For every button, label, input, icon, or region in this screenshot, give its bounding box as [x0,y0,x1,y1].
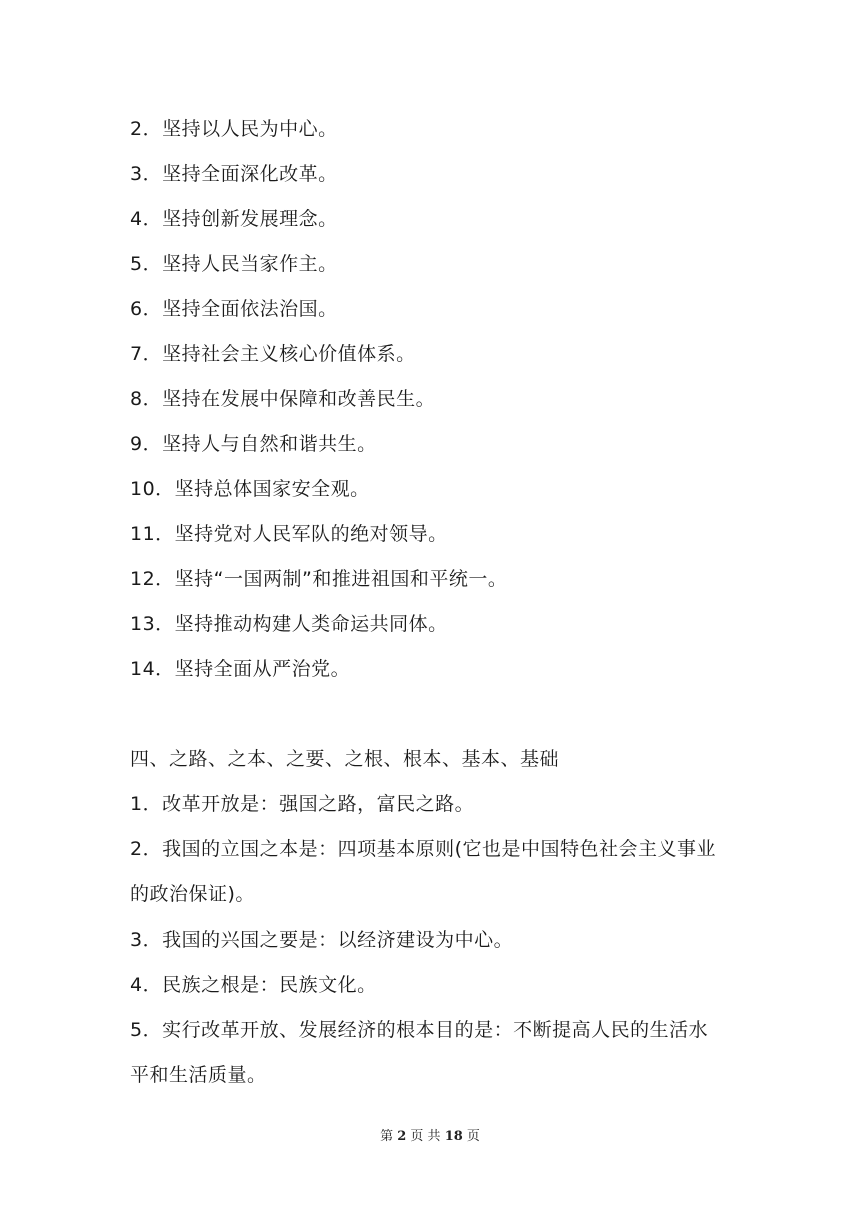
list-item: 1．改革开放是：强国之路，富民之路。 [130,793,475,815]
current-page-number: 2 [397,1129,407,1144]
footer-middle: 页 共 [410,1129,441,1144]
list-item: 5．坚持人民当家作主。 [130,253,338,275]
list-item: 10．坚持总体国家安全观。 [130,478,370,500]
footer-prefix: 第 [380,1129,394,1144]
list-item-continuation: 的政治保证)。 [130,883,255,905]
list-item: 12．坚持“一国两制”和推进祖国和平统一。 [130,568,508,590]
list-item: 5．实行改革开放、发展经济的根本目的是：不断提高人民的生活水 [130,1019,709,1041]
list-item: 2．坚持以人民为中心。 [130,118,338,140]
footer-suffix: 页 [466,1129,480,1144]
list-item-continuation: 平和生活质量。 [130,1064,267,1086]
list-item: 2．我国的立国之本是：四项基本原则(它也是中国特色社会主义事业 [130,838,717,860]
list-item: 13．坚持推动构建人类命运共同体。 [130,613,448,635]
list-item: 6．坚持全面依法治国。 [130,298,338,320]
list-item: 4．坚持创新发展理念。 [130,208,338,230]
list-item: 3．坚持全面深化改革。 [130,163,338,185]
total-page-number: 18 [444,1129,463,1144]
list-item: 9．坚持人与自然和谐共生。 [130,433,377,455]
list-item: 4．民族之根是：民族文化。 [130,974,377,996]
section-heading: 四、之路、之本、之要、之根、根本、基本、基础 [130,748,560,770]
list-item: 8．坚持在发展中保障和改善民生。 [130,388,436,410]
list-item: 7．坚持社会主义核心价值体系。 [130,343,416,365]
list-item: 11．坚持党对人民军队的绝对领导。 [130,523,448,545]
page-footer [0,1128,860,1146]
list-item: 14．坚持全面从严治党。 [130,658,351,680]
list-item: 3．我国的兴国之要是：以经济建设为中心。 [130,929,514,951]
